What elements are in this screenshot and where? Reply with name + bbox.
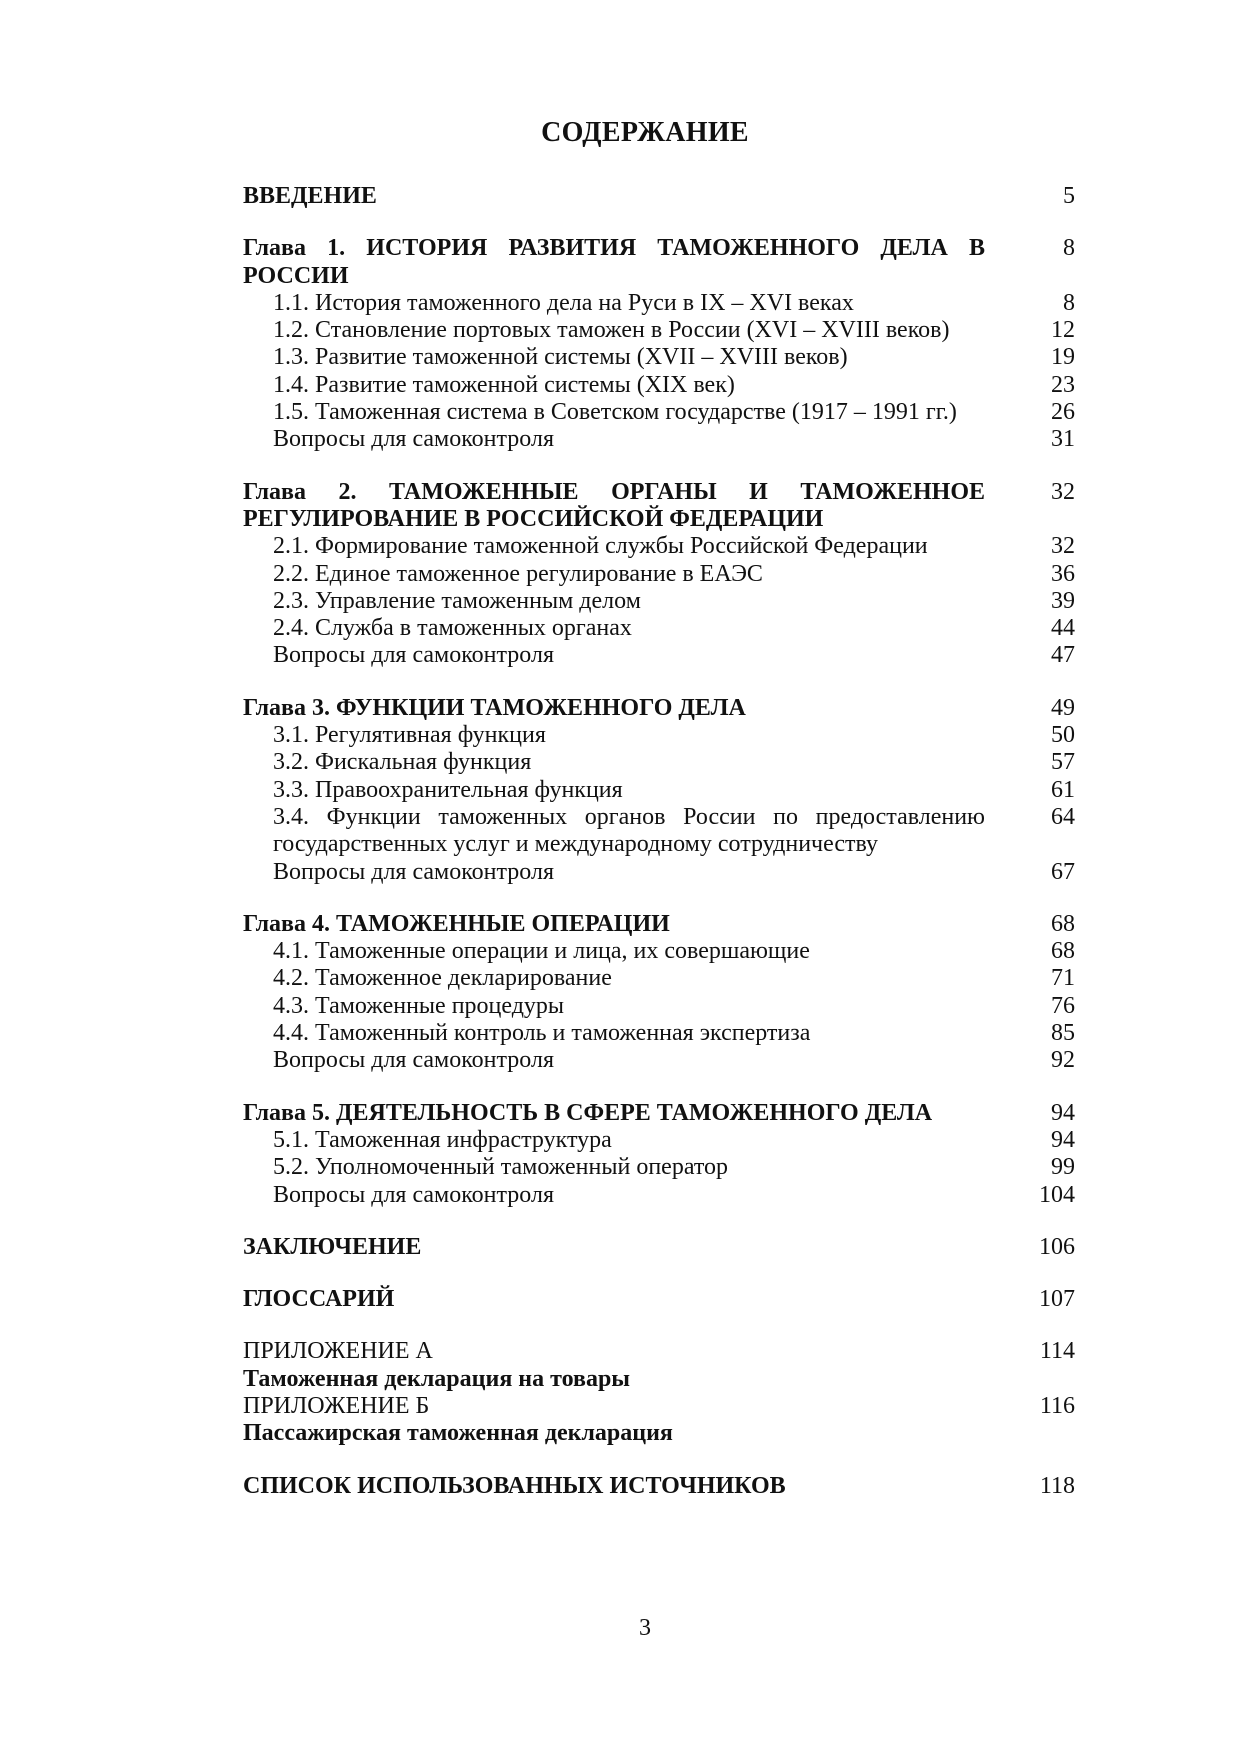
toc-entry-introduction[interactable]: [243, 183, 1075, 210]
toc-section-self-check[interactable]: [243, 642, 1075, 669]
toc-section-page: 94: [1051, 1126, 1075, 1153]
toc-section-page: 61: [1051, 776, 1075, 803]
toc-section[interactable]: [243, 344, 1075, 371]
toc-section-label: 3.2. Фискальная функция: [273, 749, 532, 776]
toc-section-label: Вопросы для самоконтроля: [273, 426, 555, 453]
toc-section[interactable]: [243, 938, 1075, 965]
toc-section-label: 5.2. Уполномоченный таможенный оператор: [273, 1154, 729, 1181]
toc-section-page: 76: [1051, 992, 1075, 1019]
toc-section-page: 31: [1051, 426, 1075, 453]
toc-section-page: 19: [1051, 344, 1075, 371]
toc-section[interactable]: [243, 1154, 1075, 1181]
toc-section[interactable]: [243, 993, 1075, 1020]
toc-section-label: Вопросы для самоконтроля: [273, 1047, 555, 1074]
toc-section-label: 4.3. Таможенные процедуры: [273, 992, 565, 1019]
toc-section-self-check[interactable]: [243, 1182, 1075, 1209]
toc-entry-label: ЗАКЛЮЧЕНИЕ: [243, 1233, 422, 1260]
toc-section[interactable]: [243, 561, 1075, 588]
toc-section-page: 64: [1051, 803, 1075, 830]
toc-section-label: 5.1. Таможенная инфраструктура: [273, 1126, 612, 1153]
toc-chapter-page: 8: [1063, 235, 1075, 262]
toc-entry-page: 114: [1039, 1338, 1075, 1365]
toc-section-label: 1.1. История таможенного дела на Руси в IX – XVI веках: [273, 289, 854, 316]
toc-section-page: 67: [1051, 858, 1075, 885]
toc-entry-sources[interactable]: [243, 1473, 1075, 1500]
toc-section-label: 2.1. Формирование таможенной службы Российской Федерации: [273, 533, 928, 560]
toc-section[interactable]: [243, 533, 1075, 560]
toc-entry-label: ВВЕДЕНИЕ: [243, 183, 377, 209]
toc-entry-label: ГЛОССАРИЙ: [243, 1286, 395, 1313]
toc-chapter-label: Глава 1. ИСТОРИЯ РАЗВИТИЯ ТАМОЖЕННОГО ДЕЛА В РОССИИ: [243, 235, 985, 289]
toc-chapter-page: 49: [1051, 694, 1075, 721]
toc-section-page: 57: [1051, 749, 1075, 776]
toc-chapter-page: 68: [1051, 910, 1075, 937]
toc-section-label: 2.3. Управление таможенным делом: [273, 587, 641, 614]
toc-section[interactable]: [243, 588, 1075, 615]
toc-section-label: 3.4. Функции таможенных органов России по предоставлению государственных услуг и международному сотрудничеству: [273, 803, 985, 858]
toc-section-page: 50: [1051, 722, 1075, 749]
toc-entry-appendix-b[interactable]: [243, 1393, 1075, 1420]
toc-chapter-5[interactable]: [243, 1100, 1075, 1127]
toc-chapter-2[interactable]: [243, 479, 1075, 534]
toc-section-label: 4.1. Таможенные операции и лица, их совершающие: [273, 938, 810, 965]
toc-chapter-label: Глава 4. ТАМОЖЕННЫЕ ОПЕРАЦИИ: [243, 910, 670, 937]
toc-section-page: 8: [1063, 289, 1075, 316]
toc-section[interactable]: [243, 965, 1075, 992]
toc-entry-glossary[interactable]: [243, 1286, 1075, 1313]
toc-chapter-label: Глава 3. ФУНКЦИИ ТАМОЖЕННОГО ДЕЛА: [243, 694, 746, 721]
toc-section-page: 92: [1051, 1047, 1075, 1074]
toc-section-page: 44: [1051, 615, 1075, 642]
toc-entry-label: СПИСОК ИСПОЛЬЗОВАННЫХ ИСТОЧНИКОВ: [243, 1472, 786, 1499]
toc-chapter-label: Глава 2. ТАМОЖЕННЫЕ ОРГАНЫ И ТАМОЖЕННОЕ РЕГУЛИРОВАНИЕ В РОССИЙСКОЙ ФЕДЕРАЦИИ: [243, 478, 985, 532]
table-of-contents: [243, 183, 1075, 1500]
toc-section-self-check[interactable]: [243, 1047, 1075, 1074]
toc-section-page: 32: [1051, 533, 1075, 560]
toc-section[interactable]: [243, 615, 1075, 642]
toc-entry-page: 116: [1039, 1392, 1075, 1419]
toc-entry-page: 118: [1039, 1472, 1075, 1499]
toc-section[interactable]: [243, 317, 1075, 344]
toc-section-page: 99: [1051, 1154, 1075, 1181]
toc-section-page: 26: [1051, 399, 1075, 426]
toc-section-page: 36: [1051, 560, 1075, 587]
toc-section-label: 4.4. Таможенный контроль и таможенная экспертиза: [273, 1020, 811, 1047]
toc-section[interactable]: [243, 1020, 1075, 1047]
toc-section-label: 2.4. Служба в таможенных органах: [273, 615, 632, 642]
toc-chapter-1[interactable]: [243, 235, 1075, 290]
toc-entry-page: 107: [1039, 1286, 1075, 1313]
appendix-a-subtitle: Таможенная декларация на товары: [243, 1365, 631, 1392]
toc-section-page: 104: [1039, 1181, 1075, 1208]
toc-section[interactable]: [243, 399, 1075, 426]
toc-section-label: Вопросы для самоконтроля: [273, 858, 555, 885]
toc-section-label: 3.1. Регулятивная функция: [273, 722, 546, 749]
page-number: 3: [639, 1615, 651, 1641]
toc-chapter-label: Глава 5. ДЕЯТЕЛЬНОСТЬ В СФЕРЕ ТАМОЖЕННОГО ДЕЛА: [243, 1099, 933, 1126]
toc-entry-conclusion[interactable]: [243, 1234, 1075, 1261]
toc-section-label: 1.2. Становление портовых таможен в России (XVI – XVIII веков): [273, 317, 950, 344]
toc-section-label: 4.2. Таможенное декларирование: [273, 965, 612, 992]
toc-chapter-3[interactable]: [243, 695, 1075, 722]
toc-section-label: 1.4. Развитие таможенной системы (XIX век): [273, 371, 735, 398]
toc-section[interactable]: [243, 372, 1075, 399]
toc-chapter-page: 32: [1051, 478, 1075, 505]
appendix-b-subtitle: Пассажирская таможенная декларация: [243, 1420, 673, 1447]
page-title: СОДЕРЖАНИЕ: [541, 117, 749, 148]
toc-section-label: Вопросы для самоконтроля: [273, 642, 555, 669]
toc-section[interactable]: [243, 1127, 1075, 1154]
toc-entry-appendix-a[interactable]: [243, 1338, 1075, 1365]
toc-entry-page: 106: [1039, 1233, 1075, 1260]
toc-entry-page: 5: [1063, 183, 1075, 209]
toc-section-label: 3.3. Правоохранительная функция: [273, 776, 623, 803]
toc-section[interactable]: [243, 804, 1075, 859]
toc-section-self-check[interactable]: [243, 426, 1075, 453]
toc-chapter-page: 94: [1051, 1099, 1075, 1126]
toc-section-page: 68: [1051, 938, 1075, 965]
toc-section-page: 23: [1051, 371, 1075, 398]
toc-section-self-check[interactable]: [243, 859, 1075, 886]
toc-chapter-4[interactable]: [243, 911, 1075, 938]
toc-section-page: 47: [1051, 642, 1075, 669]
toc-section[interactable]: [243, 290, 1075, 317]
toc-section-page: 12: [1051, 317, 1075, 344]
toc-section[interactable]: [243, 777, 1075, 804]
toc-entry-label: ПРИЛОЖЕНИЕ А: [243, 1338, 433, 1365]
toc-section-page: 39: [1051, 587, 1075, 614]
toc-section[interactable]: [243, 749, 1075, 776]
toc-section-page: 71: [1051, 965, 1075, 992]
toc-section[interactable]: [243, 722, 1075, 749]
toc-section-label: Вопросы для самоконтроля: [273, 1181, 555, 1208]
toc-section-page: 85: [1051, 1020, 1075, 1047]
toc-entry-label: ПРИЛОЖЕНИЕ Б: [243, 1392, 430, 1419]
toc-section-label: 1.5. Таможенная система в Советском государстве (1917 – 1991 гг.): [273, 399, 957, 426]
toc-section-label: 2.2. Единое таможенное регулирование в ЕАЭС: [273, 560, 763, 587]
toc-section-label: 1.3. Развитие таможенной системы (XVII – XVIII веков): [273, 344, 848, 371]
